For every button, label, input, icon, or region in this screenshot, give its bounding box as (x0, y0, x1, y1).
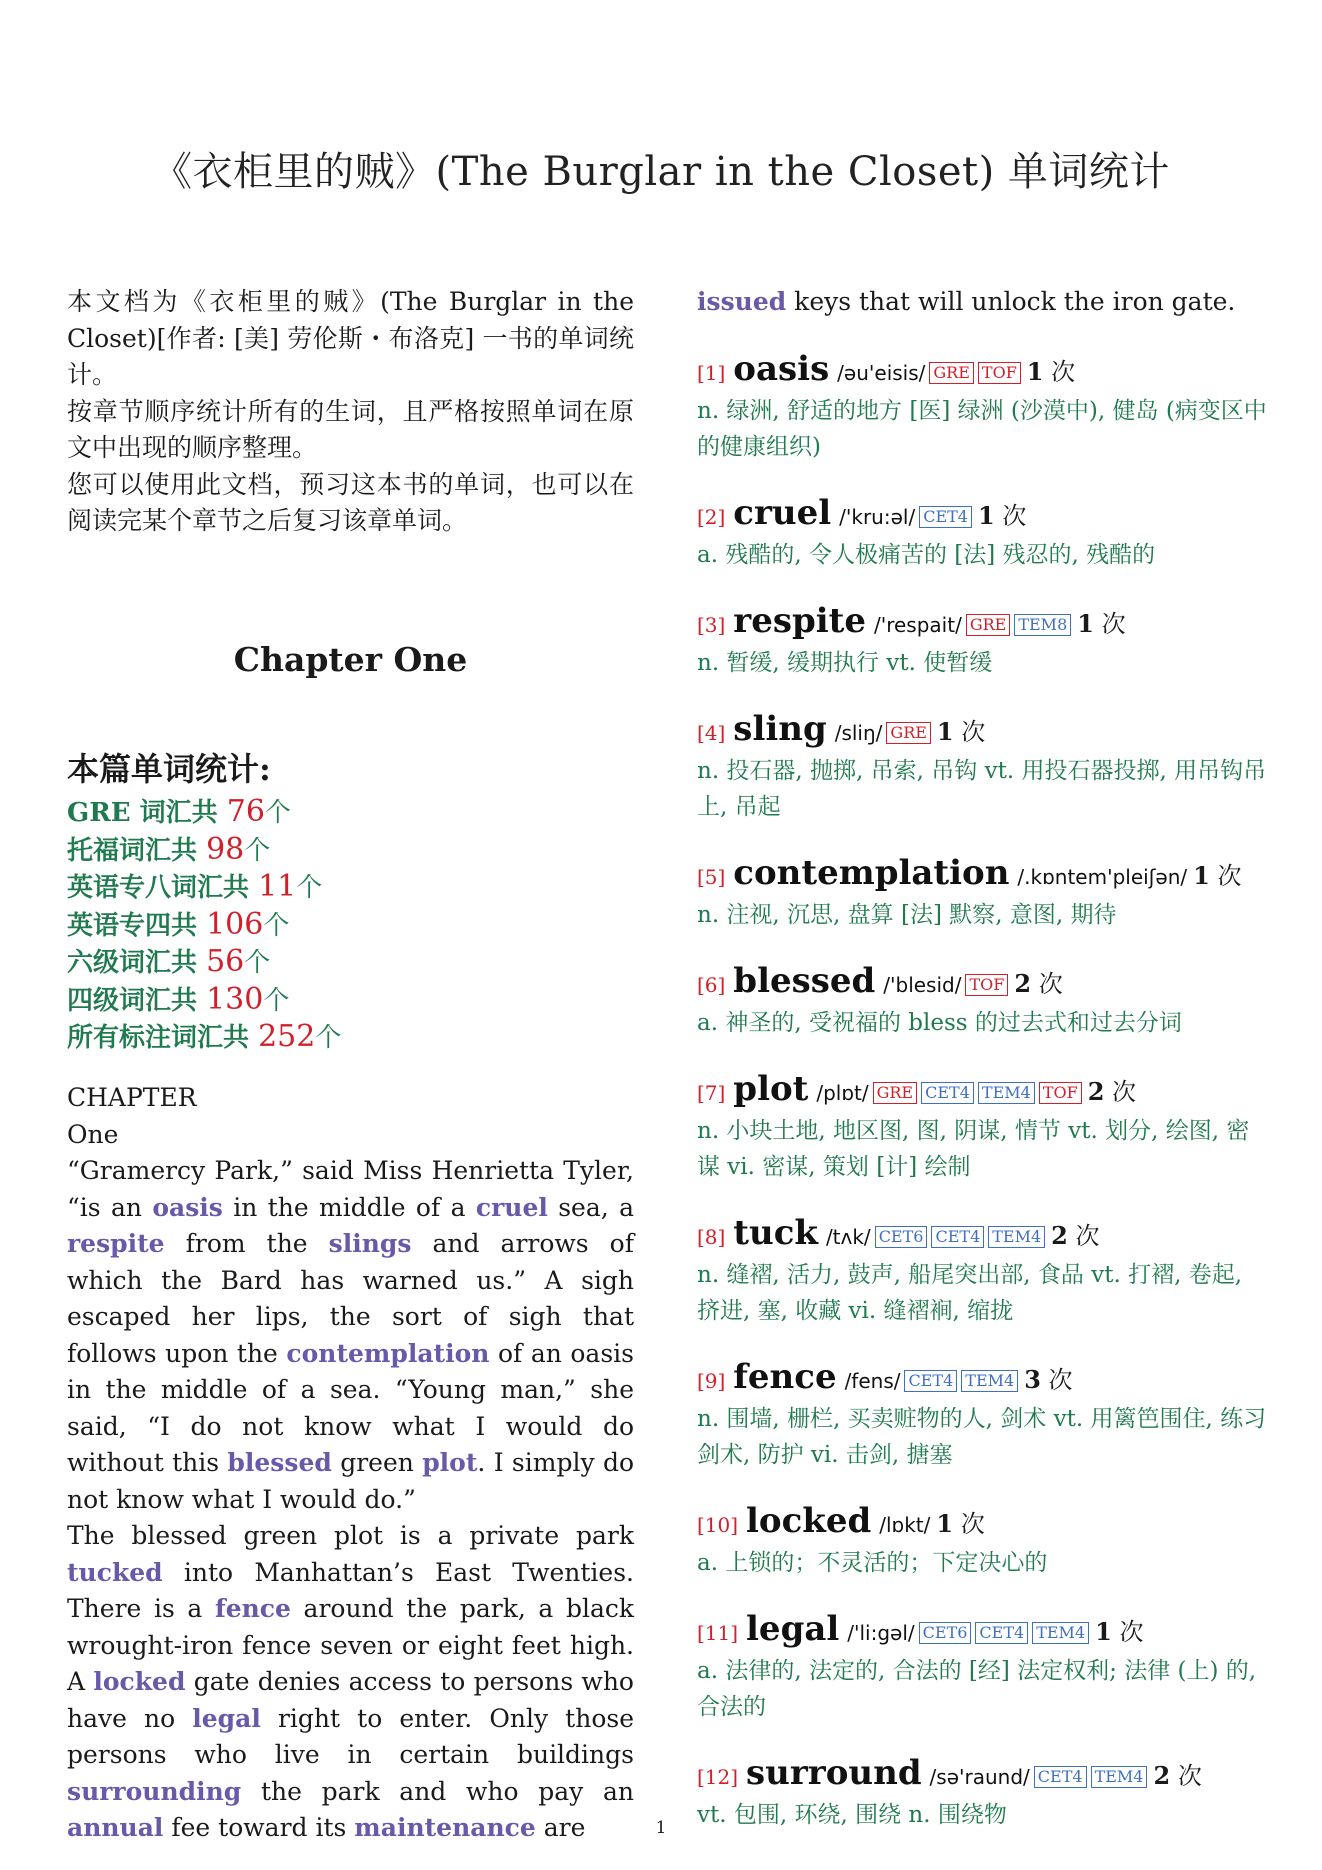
highlighted-word: maintenance (354, 1813, 536, 1842)
vocab-entry-head (697, 1069, 1267, 1113)
vocab-word: oasis (733, 348, 830, 389)
story-text (67, 1080, 634, 1847)
exam-tag-badge: GRE (886, 722, 931, 744)
stats-section (67, 744, 634, 1057)
stat-count: 98 (206, 831, 245, 867)
stat-unit: 个 (315, 1023, 342, 1053)
stat-unit: 个 (264, 798, 291, 828)
vocab-count-unit: 次 (953, 717, 986, 746)
vocab-index: [8] (697, 1224, 726, 1249)
highlighted-word: slings (328, 1229, 412, 1258)
vocab-word: tuck (733, 1212, 818, 1253)
exam-tag-badge: TEM4 (1091, 1766, 1148, 1788)
highlighted-word: tucked (67, 1557, 163, 1587)
vocab-count-number: 2 (1087, 1076, 1105, 1106)
vocab-index: [12] (697, 1764, 739, 1789)
highlighted-word: respite (67, 1229, 165, 1258)
vocab-count (1051, 1222, 1099, 1250)
vocab-index: [6] (697, 972, 726, 997)
vocab-definition: n. 小块土地, 地区图, 图, 阴谋, 情节 vt. 划分, 绘图, 密谋 vi. 密谋, 策划 [计] 绘制 (697, 1117, 1250, 1180)
text-run: around the park, a black wrought-iron fence seven or eight feet high. A (67, 1594, 635, 1696)
vocab-count-number: 1 (936, 716, 954, 746)
highlighted-word: surrounding (67, 1776, 242, 1806)
exam-tag-badge: TEM4 (978, 1082, 1035, 1104)
exam-tag-badge: GRE (966, 614, 1011, 636)
vocab-phonetic: /plɒt/ (816, 1080, 869, 1105)
text-run: the park and who pay an (241, 1776, 634, 1806)
vocab-phonetic: /lɒkt/ (879, 1512, 931, 1537)
vocab-entry-head (697, 1753, 1267, 1797)
text-run: right to enter. Only those persons who live in certain buildings (67, 1703, 634, 1769)
exam-tag-badge: CET4 (975, 1622, 1028, 1644)
vocab-count (1027, 358, 1075, 386)
vocab-entry-head (697, 493, 1267, 537)
vocab-count (1095, 1618, 1143, 1646)
chapter-heading: Chapter One (233, 640, 468, 679)
vocab-count-unit: 次 (1093, 609, 1126, 638)
vocab-count-unit: 次 (1170, 1761, 1202, 1790)
vocab-count (1153, 1762, 1201, 1790)
vocab-count-number: 1 (1193, 860, 1210, 890)
stat-row (67, 1019, 634, 1057)
vocab-word: plot (733, 1068, 809, 1109)
vocab-count (1077, 610, 1125, 638)
story-chapter-label: CHAPTER (67, 1083, 197, 1112)
vocab-word: locked (746, 1500, 872, 1541)
vocab-definition: n. 绿洲, 舒适的地方 [医] 绿洲 (沙漠中), 健岛 (病变区中的健康组织) (697, 397, 1267, 460)
vocab-count-unit: 次 (1040, 1365, 1073, 1394)
vocab-entry (697, 709, 1267, 825)
stat-label: 所有标注词汇共 (67, 1023, 259, 1053)
vocab-count-unit: 次 (1067, 1221, 1100, 1250)
page-number: 1 (655, 1818, 667, 1838)
stats-title: 本篇单词统计: (67, 750, 271, 788)
story-paragraph-2 (67, 1518, 634, 1847)
vocab-phonetic: /fens/ (844, 1368, 901, 1393)
vocab-count-number: 1 (1026, 356, 1044, 386)
vocab-entry-head (697, 961, 1267, 1005)
intro-section (67, 284, 634, 540)
highlighted-word: fence (214, 1594, 291, 1623)
stat-row (67, 794, 634, 832)
stat-count: 106 (206, 906, 264, 942)
vocab-count-unit: 次 (953, 1509, 985, 1538)
vocab-count (1088, 1078, 1136, 1106)
text-run: fee toward its (163, 1813, 355, 1842)
exam-tag-badge: TOF (965, 974, 1008, 996)
stat-row (67, 832, 634, 870)
stat-count: 11 (258, 869, 297, 904)
highlighted-word: blessed (227, 1448, 332, 1477)
exam-tag-badge: TEM4 (961, 1370, 1018, 1392)
text-run: keys that will unlock the iron gate. (786, 287, 1236, 316)
vocab-count-number: 3 (1024, 1364, 1041, 1394)
vocab-count-number: 1 (1095, 1616, 1112, 1646)
exam-tag-badge: CET4 (919, 506, 972, 528)
highlighted-word: plot (422, 1448, 478, 1477)
text-run: gate denies access to persons who have no (67, 1667, 634, 1733)
stat-label: 四级词汇共 (67, 985, 207, 1016)
vocab-index: [3] (697, 612, 726, 637)
exam-tag-badge: TEM8 (1014, 614, 1071, 636)
vocab-count-unit: 次 (1209, 861, 1242, 890)
vocab-entry-head (697, 1609, 1267, 1653)
vocab-count (937, 718, 985, 746)
vocab-index: [9] (697, 1368, 726, 1393)
vocab-count (1024, 1366, 1072, 1394)
vocab-count-number: 1 (1077, 608, 1094, 638)
vocab-entry-head (697, 349, 1267, 393)
highlighted-word: legal (192, 1703, 261, 1733)
text-run: from the (164, 1229, 329, 1258)
vocab-index: [7] (697, 1080, 726, 1105)
vocab-phonetic: /'kru:əl/ (839, 504, 916, 529)
vocab-index: [1] (697, 360, 726, 385)
vocab-entry (697, 493, 1267, 573)
stat-count: 252 (258, 1019, 316, 1054)
exam-tag-badge: GRE (873, 1082, 918, 1104)
text-run: green (331, 1448, 423, 1477)
vocab-definition: a. 残酷的, 令人极痛苦的 [法] 残忍的, 残酷的 (697, 541, 1156, 568)
vocab-phonetic: /tʌk/ (825, 1224, 871, 1249)
stat-row (67, 907, 634, 945)
vocab-definition: vt. 包围, 环绕, 围绕 n. 围绕物 (697, 1801, 1007, 1828)
exam-tag-badge: TOF (978, 362, 1021, 384)
vocab-count-number: 2 (1153, 1760, 1171, 1790)
story-continuation (697, 284, 1267, 321)
vocab-count-unit: 次 (1043, 357, 1076, 386)
vocab-count-unit: 次 (1111, 1617, 1144, 1646)
stat-row (67, 944, 634, 982)
text-run: into Manhattan’s East Twenties. There is a (67, 1557, 634, 1623)
vocab-entry (697, 853, 1267, 933)
vocab-count (978, 502, 1026, 530)
vocab-definition: n. 暂缓, 缓期执行 vt. 使暂缓 (697, 649, 993, 676)
vocab-phonetic: /'li:gəl/ (847, 1620, 915, 1645)
vocab-phonetic: /əu'eisis/ (837, 360, 926, 385)
vocab-entry (697, 1357, 1267, 1473)
vocab-definition: n. 缝褶, 活力, 鼓声, 船尾突出部, 食品 vt. 打褶, 卷起, 挤进, 塞, 收藏 vi. 缝褶裥, 缩拢 (697, 1261, 1243, 1324)
vocab-index: [11] (697, 1620, 739, 1645)
vocab-phonetic: /.kɒntem'pleiʃən/ (1017, 864, 1188, 889)
stat-label: 托福词汇共 (67, 835, 207, 866)
vocab-count-number: 2 (1051, 1220, 1068, 1250)
stat-unit: 个 (244, 948, 271, 978)
stat-count: 76 (226, 794, 265, 829)
vocab-count-number: 1 (936, 1508, 954, 1538)
text-run: are (535, 1813, 586, 1842)
stat-count: 130 (206, 981, 264, 1017)
vocab-word: sling (733, 708, 827, 749)
vocab-entry-head (697, 1357, 1267, 1401)
vocab-entry (697, 349, 1267, 465)
vocab-count-number: 1 (977, 500, 995, 530)
stat-unit: 个 (244, 835, 271, 866)
vocab-count-number: 2 (1014, 968, 1032, 998)
vocab-definition: a. 神圣的, 受祝福的 bless 的过去式和过去分词 (697, 1009, 1182, 1036)
vocab-index: [4] (697, 720, 726, 745)
story-chapter-name: One (67, 1119, 119, 1149)
text-run: . I simply do not know what I would do.” (67, 1448, 634, 1514)
vocab-entry-head (697, 1213, 1267, 1257)
exam-tag-badge: CET6 (875, 1226, 928, 1248)
exam-tag-badge: GRE (929, 362, 974, 384)
vocab-word: legal (746, 1608, 840, 1649)
exam-tag-badge: CET4 (921, 1082, 974, 1104)
vocab-index: [5] (697, 864, 726, 889)
vocab-column (697, 284, 1267, 1833)
vocab-count-unit: 次 (1031, 969, 1063, 998)
text-run: of an oasis in the middle of a sea. “Young man,” she said, “I do not know what I would do without this (67, 1338, 634, 1477)
exam-tag-badge: CET4 (904, 1370, 957, 1392)
text-run: “Gramercy Park,” said Miss Henrietta Tyler, “is an (67, 1156, 634, 1222)
vocab-phonetic: /'respait/ (873, 612, 962, 637)
vocab-count-unit: 次 (1104, 1077, 1137, 1106)
vocab-phonetic: /sliŋ/ (834, 720, 883, 745)
exam-tag-badge: CET4 (1034, 1766, 1087, 1788)
vocab-count (936, 1510, 984, 1538)
highlighted-word: cruel (475, 1192, 548, 1222)
vocab-list (697, 349, 1267, 1833)
vocab-entry (697, 1501, 1267, 1581)
vocab-entry-head (697, 853, 1267, 897)
vocab-entry (697, 961, 1267, 1041)
intro-paragraph-1: 本文档为《衣柜里的贼》(The Burglar in the Closet)[作者: [美] 劳伦斯・布洛克] 一书的单词统计。 (67, 287, 634, 389)
stat-row (67, 869, 634, 907)
vocab-word: respite (733, 600, 867, 641)
highlighted-word: issued (697, 287, 787, 316)
stat-count: 56 (206, 944, 245, 979)
highlighted-word: contemplation (286, 1338, 490, 1368)
vocab-word: surround (746, 1752, 922, 1793)
stat-row (67, 982, 634, 1020)
stat-label: 六级词汇共 (67, 948, 207, 978)
vocab-definition: n. 围墙, 栅栏, 买卖赃物的人, 剑术 vt. 用篱笆围住, 练习剑术, 防护 vi. 击剑, 搪塞 (697, 1405, 1267, 1468)
text-run: and arrows of which the Bard has warned us.” A sigh escaped her lips, the sort of sigh that follows upon the (67, 1229, 634, 1368)
stat-unit: 个 (263, 910, 290, 941)
vocab-entry-head (697, 601, 1267, 645)
stat-unit: 个 (263, 985, 290, 1016)
vocab-entry (697, 601, 1267, 681)
stat-unit: 个 (296, 873, 323, 903)
vocab-entry (697, 1213, 1267, 1329)
vocab-entry (697, 1069, 1267, 1185)
exam-tag-badge: TOF (1039, 1082, 1082, 1104)
exam-tag-badge: TEM4 (1032, 1622, 1089, 1644)
vocab-definition: a. 上锁的；不灵活的；下定决心的 (697, 1549, 1048, 1576)
vocab-count (1014, 970, 1062, 998)
vocab-entry-head (697, 709, 1267, 753)
text-run: The blessed green plot is a private park (67, 1521, 634, 1550)
vocab-definition: a. 法律的, 法定的, 合法的 [经] 法定权利; 法律 (上) 的, 合法的 (697, 1657, 1257, 1720)
exam-tag-badge: CET6 (919, 1622, 972, 1644)
vocab-word: cruel (733, 492, 832, 533)
vocab-index: [2] (697, 504, 726, 529)
vocab-word: blessed (733, 960, 876, 1001)
exam-tag-badge: CET4 (931, 1226, 984, 1248)
vocab-phonetic: /sə'raund/ (929, 1764, 1030, 1789)
stat-label: GRE 词汇共 (67, 798, 227, 828)
intro-paragraph-2: 按章节顺序统计所有的生词，且严格按照单词在原文中出现的顺序整理。 (67, 396, 634, 462)
text-run: sea, a (547, 1192, 634, 1222)
intro-paragraph-3: 您可以使用此文档，预习这本书的单词，也可以在阅读完某个章节之后复习该章单词。 (67, 469, 634, 535)
stat-label: 英语专四共 (67, 910, 207, 941)
vocab-count (1193, 862, 1241, 890)
text-run: in the middle of a (222, 1192, 476, 1222)
vocab-word: contemplation (733, 852, 1010, 893)
highlighted-word: oasis (152, 1192, 223, 1222)
highlighted-word: annual (67, 1813, 164, 1842)
story-paragraph-1 (67, 1153, 634, 1518)
vocab-definition: n. 投石器, 抛掷, 吊索, 吊钩 vt. 用投石器投掷, 用吊钩吊上, 吊起 (697, 757, 1267, 820)
vocab-count-unit: 次 (994, 501, 1027, 530)
vocab-definition: n. 注视, 沉思, 盘算 [法] 默察, 意图, 期待 (697, 901, 1117, 928)
vocab-entry (697, 1609, 1267, 1725)
vocab-word: fence (733, 1356, 837, 1397)
page-title: 《衣柜里的贼》(The Burglar in the Closet) 单词统计 (152, 149, 1170, 195)
exam-tag-badge: TEM4 (988, 1226, 1045, 1248)
vocab-phonetic: /'blesid/ (883, 972, 962, 997)
vocab-index: [10] (697, 1512, 739, 1537)
stats-rows (67, 794, 634, 1057)
highlighted-word: locked (93, 1667, 186, 1696)
vocab-entry-head (697, 1501, 1267, 1545)
stat-label: 英语专八词汇共 (67, 873, 259, 903)
